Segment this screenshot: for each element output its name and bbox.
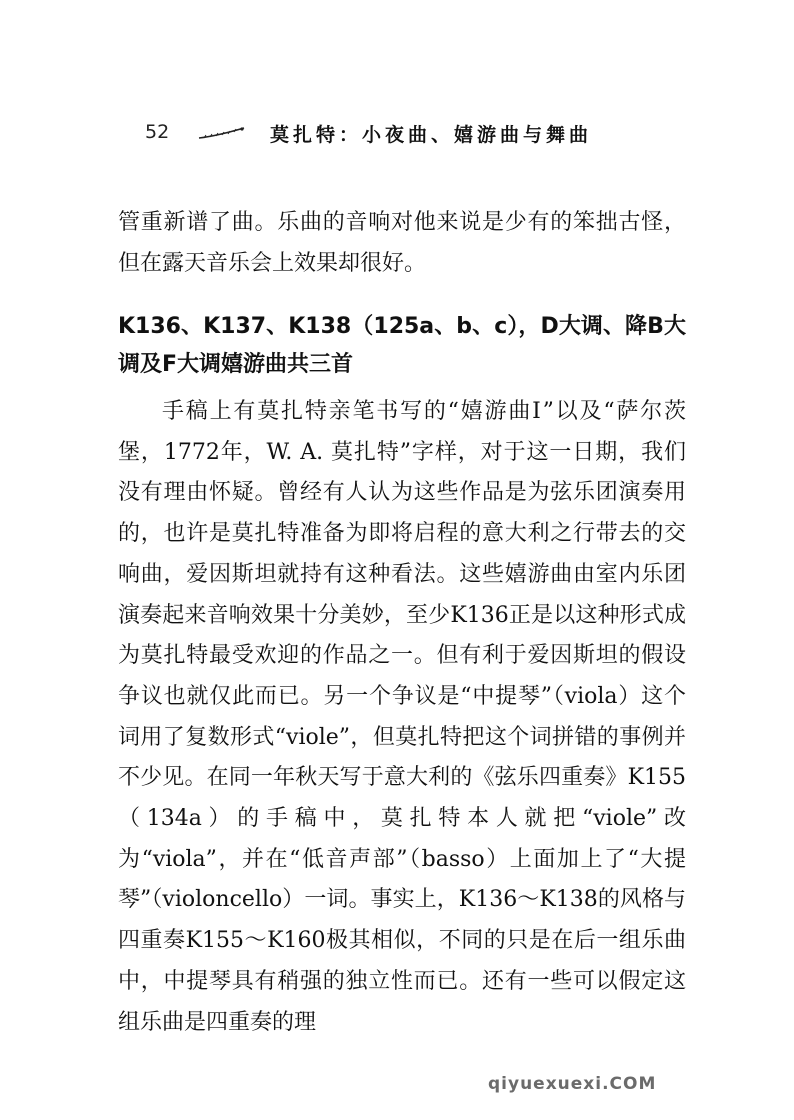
watermark: qiyuexuexi.COM xyxy=(488,1074,657,1094)
paragraph-main: 手稿上有莫扎特亲笔书写的“嬉游曲Ⅰ”以及“萨尔茨堡，1772年，W. A. 莫扎特”字样，对于这一日期，我们没有理由怀疑。曾经有人认为这些作品是为弦乐团演奏用的，也许是莫扎特准备为即将启程的意大利之行带去的交响曲，爱因斯坦就持有这种看法。这些嬉游曲由室内乐团演奏起来音响效果十分美妙，至少K136正是以这种形式成为莫扎特最受欢迎的作品之一。但有利于爱因斯坦的假设争议也就仅此而已。另一个争议是“中提琴”（viola）这个词用了复数形式“viole”，但莫扎特把这个词拼错的事例并不少见。在同一年秋天写于意大利的《弦乐四重奏》K155（134a）的手稿中，莫扎特本人就把“viole”改为“viola”，并在“低音声部”（basso）上面加上了“大提琴”（violoncello）一词。事实上，K136～K138的风格与四重奏K155～K160极其相似，不同的只是在后一组乐曲中，中提琴具有稍强的独立性而已。还有一些可以假定这组乐曲是四重奏的理 xyxy=(118,399,686,1035)
running-title: 莫扎特：小夜曲、嬉游曲与舞曲 xyxy=(270,124,593,146)
section-heading: K136、K137、K138（125a、b、c），D大调、降B大调及F大调嬉游曲共三首 xyxy=(118,314,686,377)
header-ornament-icon xyxy=(198,126,246,140)
page-number: 52 xyxy=(145,121,170,143)
paragraph-continuation: 管重新谱了曲。乐曲的音响对他来说是少有的笨拙古怪，但在露天音乐会上效果却很好。 xyxy=(118,210,686,276)
